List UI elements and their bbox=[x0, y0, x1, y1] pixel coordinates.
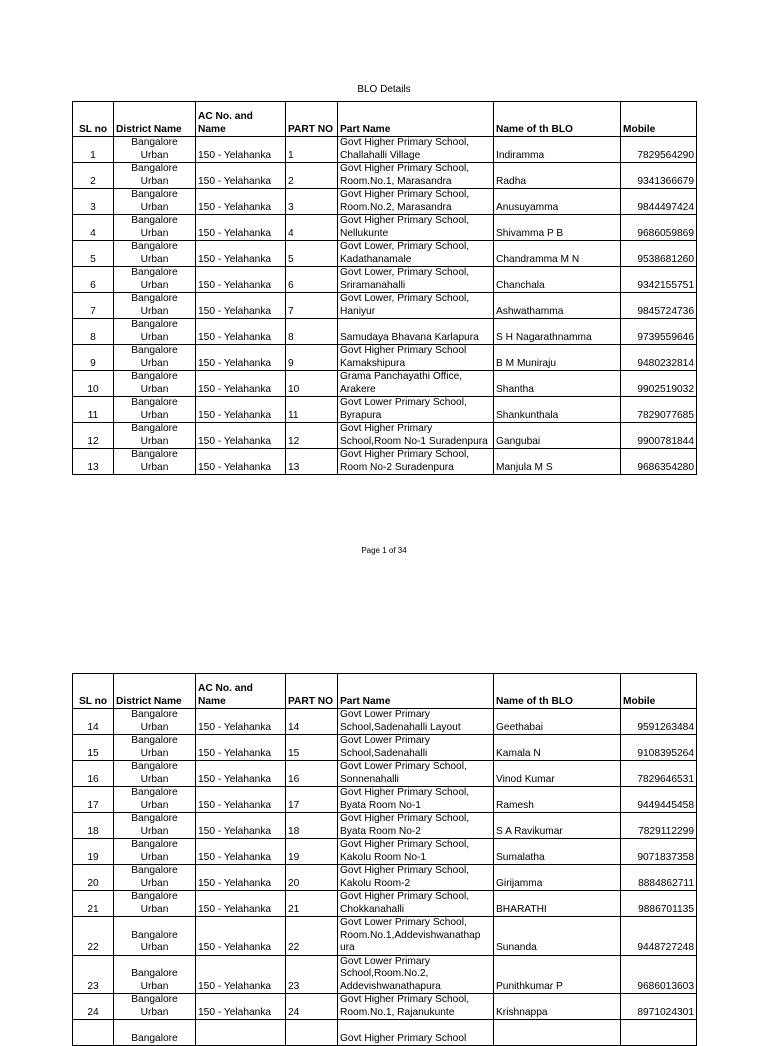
cell-sl-no: 15 bbox=[73, 735, 114, 761]
cell-district-name: Bangalore Urban bbox=[114, 994, 196, 1020]
table-header bbox=[73, 102, 697, 137]
cell-part-no: 16 bbox=[286, 761, 338, 787]
cell-part-no: 15 bbox=[286, 735, 338, 761]
cell-mobile: 9108395264 bbox=[621, 735, 697, 761]
cell-mobile: 9900781844 bbox=[621, 423, 697, 449]
cell-part-name: Govt Higher Primary School, Room.No.2, Marasandra bbox=[338, 189, 494, 215]
cell-part-name: Govt Lower Primary School,Sadenahalli Layout bbox=[338, 709, 494, 735]
cell-sl-no: 12 bbox=[73, 423, 114, 449]
cell-blo-name: Shankunthala bbox=[494, 397, 621, 423]
table-row bbox=[73, 994, 697, 1020]
blo-table-2 bbox=[72, 673, 697, 1046]
cell-part-name: Govt Higher Primary School Kamakshipura bbox=[338, 345, 494, 371]
cell-ac-no-name: 150 - Yelahanka bbox=[196, 761, 286, 787]
cell-ac-no-name: 150 - Yelahanka bbox=[196, 839, 286, 865]
cell-ac-no-name: 150 - Yelahanka bbox=[196, 293, 286, 319]
cell-part-no: 10 bbox=[286, 371, 338, 397]
cell-mobile: 9902519032 bbox=[621, 371, 697, 397]
cell-part-no: 21 bbox=[286, 891, 338, 917]
cell-blo-name: Krishnappa bbox=[494, 994, 621, 1020]
cell-district-name: Bangalore Urban bbox=[114, 397, 196, 423]
table-row bbox=[73, 423, 697, 449]
cell-ac-no-name: 150 - Yelahanka bbox=[196, 163, 286, 189]
cell-part-no: 1 bbox=[286, 137, 338, 163]
cell-part-no: 24 bbox=[286, 994, 338, 1020]
cell-sl-no: 16 bbox=[73, 761, 114, 787]
cell-part-no: 13 bbox=[286, 449, 338, 475]
cell-part-no: 17 bbox=[286, 787, 338, 813]
cell-ac-no-name: 150 - Yelahanka bbox=[196, 994, 286, 1020]
header-ac-no-name: AC No. and Name bbox=[196, 102, 286, 137]
cell-mobile: 9480232814 bbox=[621, 345, 697, 371]
cell-district-name: Bangalore Urban bbox=[114, 735, 196, 761]
cell-sl-no: 19 bbox=[73, 839, 114, 865]
cell-sl-no: 21 bbox=[73, 891, 114, 917]
cell-blo-name: Shivamma P B bbox=[494, 215, 621, 241]
cell-mobile: 9686013603 bbox=[621, 955, 697, 994]
cell-blo-name: Indiramma bbox=[494, 137, 621, 163]
table-row bbox=[73, 787, 697, 813]
cell-mobile: 7829077685 bbox=[621, 397, 697, 423]
cell-blo-name: S H Nagarathnamma bbox=[494, 319, 621, 345]
cell-blo-name: Sunanda bbox=[494, 917, 621, 956]
cell-mobile: 9448727248 bbox=[621, 917, 697, 956]
cell-ac-no-name: 150 - Yelahanka bbox=[196, 215, 286, 241]
cell-blo-name: Ramesh bbox=[494, 787, 621, 813]
table-row bbox=[73, 371, 697, 397]
cell-sl-no: 17 bbox=[73, 787, 114, 813]
cell-blo-name: B M Muniraju bbox=[494, 345, 621, 371]
cell-blo-name: Geethabai bbox=[494, 709, 621, 735]
cell-part-no: 5 bbox=[286, 241, 338, 267]
cell-district-name: Bangalore Urban bbox=[114, 787, 196, 813]
header-ac-no-name: AC No. and Name bbox=[196, 674, 286, 709]
cell-district-name: Bangalore Urban bbox=[114, 917, 196, 956]
cell-district-name: Bangalore Urban bbox=[114, 215, 196, 241]
table-row bbox=[73, 267, 697, 293]
cell-mobile: 9686059869 bbox=[621, 215, 697, 241]
cell-ac-no-name: 150 - Yelahanka bbox=[196, 241, 286, 267]
cell-part-name: Govt Lower Primary School, Sonnenahalli bbox=[338, 761, 494, 787]
table-row bbox=[73, 813, 697, 839]
table-row bbox=[73, 1020, 697, 1046]
cell-district-name: Bangalore Urban bbox=[114, 241, 196, 267]
cell-part-no: 12 bbox=[286, 423, 338, 449]
cell-mobile: 9341366679 bbox=[621, 163, 697, 189]
cell-part-name: Govt Higher Primary School, Challahalli Village bbox=[338, 137, 494, 163]
cell-district-name: Bangalore Urban bbox=[114, 345, 196, 371]
table-row bbox=[73, 163, 697, 189]
cell-part-name: Govt Lower, Primary School, Kadathanamale bbox=[338, 241, 494, 267]
cell-district-name: Bangalore Urban bbox=[114, 189, 196, 215]
header-part-no: PART NO bbox=[286, 102, 338, 137]
cell-mobile: 9686354280 bbox=[621, 449, 697, 475]
cell-sl-no: 2 bbox=[73, 163, 114, 189]
cell-part-no: 6 bbox=[286, 267, 338, 293]
cell-ac-no-name: 150 - Yelahanka bbox=[196, 865, 286, 891]
cell-part-no: 3 bbox=[286, 189, 338, 215]
cell-blo-name: Ashwathamma bbox=[494, 293, 621, 319]
cell-mobile: 9449445458 bbox=[621, 787, 697, 813]
header-part-no: PART NO bbox=[286, 674, 338, 709]
cell-part-name: Govt Lower Primary School,Sadenahalli bbox=[338, 735, 494, 761]
cell-district-name: Bangalore Urban bbox=[114, 319, 196, 345]
cell-sl-no: 14 bbox=[73, 709, 114, 735]
cell-sl-no: 11 bbox=[73, 397, 114, 423]
cell-mobile: 9739559646 bbox=[621, 319, 697, 345]
cell-mobile: 9538681260 bbox=[621, 241, 697, 267]
cell-blo-name: Sumalatha bbox=[494, 839, 621, 865]
cell-part-no: 22 bbox=[286, 917, 338, 956]
cell-ac-no-name: 150 - Yelahanka bbox=[196, 371, 286, 397]
cell-part-no: 23 bbox=[286, 955, 338, 994]
cell-mobile: 9886701135 bbox=[621, 891, 697, 917]
cell-part-name: Govt Higher Primary School, Kakolu Room-2 bbox=[338, 865, 494, 891]
table-row bbox=[73, 761, 697, 787]
cell-part-no bbox=[286, 1020, 338, 1046]
cell-part-name: Samudaya Bhavana Karlapura bbox=[338, 319, 494, 345]
cell-district-name: Bangalore bbox=[114, 1020, 196, 1046]
header-sl-no: SL no bbox=[73, 674, 114, 709]
table-row bbox=[73, 955, 697, 994]
cell-part-no: 9 bbox=[286, 345, 338, 371]
cell-district-name: Bangalore Urban bbox=[114, 865, 196, 891]
table-row bbox=[73, 293, 697, 319]
cell-blo-name: Shantha bbox=[494, 371, 621, 397]
cell-part-name: Grama Panchayathi Office, Arakere bbox=[338, 371, 494, 397]
header-sl-no: SL no bbox=[73, 102, 114, 137]
cell-district-name: Bangalore Urban bbox=[114, 423, 196, 449]
cell-blo-name: Kamala N bbox=[494, 735, 621, 761]
table-row bbox=[73, 215, 697, 241]
cell-part-name: Govt Higher Primary School, Nellukunte bbox=[338, 215, 494, 241]
cell-mobile bbox=[621, 1020, 697, 1046]
cell-blo-name: Chanchala bbox=[494, 267, 621, 293]
cell-district-name: Bangalore Urban bbox=[114, 761, 196, 787]
cell-part-name: Govt Higher Primary School, Byata Room No-2 bbox=[338, 813, 494, 839]
header-mobile: Mobile bbox=[621, 674, 697, 709]
cell-mobile: 8971024301 bbox=[621, 994, 697, 1020]
cell-mobile: 7829646531 bbox=[621, 761, 697, 787]
blo-table-1 bbox=[72, 101, 697, 475]
table-row bbox=[73, 735, 697, 761]
cell-part-no: 19 bbox=[286, 839, 338, 865]
cell-ac-no-name: 150 - Yelahanka bbox=[196, 137, 286, 163]
cell-blo-name bbox=[494, 1020, 621, 1046]
header-part-name: Part Name bbox=[338, 102, 494, 137]
cell-part-name: Govt Higher Primary School bbox=[338, 1020, 494, 1046]
cell-mobile: 8884862711 bbox=[621, 865, 697, 891]
cell-part-name: Govt Higher Primary School, Byata Room No-1 bbox=[338, 787, 494, 813]
cell-ac-no-name: 150 - Yelahanka bbox=[196, 813, 286, 839]
header-blo-name: Name of th BLO bbox=[494, 674, 621, 709]
cell-part-name: Govt Lower, Primary School, Haniyur bbox=[338, 293, 494, 319]
cell-ac-no-name: 150 - Yelahanka bbox=[196, 787, 286, 813]
cell-ac-no-name: 150 - Yelahanka bbox=[196, 319, 286, 345]
cell-ac-no-name: 150 - Yelahanka bbox=[196, 449, 286, 475]
cell-blo-name: Gangubai bbox=[494, 423, 621, 449]
cell-mobile: 9342155751 bbox=[621, 267, 697, 293]
header-district-name: District Name bbox=[114, 102, 196, 137]
cell-ac-no-name: 150 - Yelahanka bbox=[196, 423, 286, 449]
cell-ac-no-name bbox=[196, 1020, 286, 1046]
cell-sl-no: 1 bbox=[73, 137, 114, 163]
cell-district-name: Bangalore Urban bbox=[114, 267, 196, 293]
cell-part-name: Govt Higher Primary School, Chokkanahalli bbox=[338, 891, 494, 917]
cell-ac-no-name: 150 - Yelahanka bbox=[196, 917, 286, 956]
table-row bbox=[73, 319, 697, 345]
table-row bbox=[73, 891, 697, 917]
table-row bbox=[73, 917, 697, 956]
table-row bbox=[73, 839, 697, 865]
cell-sl-no: 3 bbox=[73, 189, 114, 215]
cell-blo-name: Manjula M S bbox=[494, 449, 621, 475]
cell-sl-no: 24 bbox=[73, 994, 114, 1020]
cell-part-no: 2 bbox=[286, 163, 338, 189]
cell-part-name: Govt Higher Primary School, Kakolu Room No-1 bbox=[338, 839, 494, 865]
cell-part-name: Govt Lower Primary School, Room.No.1,Addevishwanathap ura bbox=[338, 917, 494, 956]
cell-mobile: 9844497424 bbox=[621, 189, 697, 215]
cell-part-no: 11 bbox=[286, 397, 338, 423]
cell-mobile: 9845724736 bbox=[621, 293, 697, 319]
cell-ac-no-name: 150 - Yelahanka bbox=[196, 735, 286, 761]
cell-sl-no: 10 bbox=[73, 371, 114, 397]
cell-ac-no-name: 150 - Yelahanka bbox=[196, 267, 286, 293]
cell-district-name: Bangalore Urban bbox=[114, 813, 196, 839]
page-number: Page 1 of 34 bbox=[361, 546, 407, 555]
cell-district-name: Bangalore Urban bbox=[114, 293, 196, 319]
cell-part-no: 20 bbox=[286, 865, 338, 891]
cell-district-name: Bangalore Urban bbox=[114, 371, 196, 397]
cell-sl-no: 4 bbox=[73, 215, 114, 241]
cell-sl-no: 8 bbox=[73, 319, 114, 345]
cell-part-name: Govt Higher Primary School, Room.No.1, Rajanukunte bbox=[338, 994, 494, 1020]
table-body bbox=[73, 709, 697, 1046]
cell-sl-no: 6 bbox=[73, 267, 114, 293]
cell-district-name: Bangalore Urban bbox=[114, 839, 196, 865]
cell-sl-no: 13 bbox=[73, 449, 114, 475]
cell-blo-name: Chandramma M N bbox=[494, 241, 621, 267]
cell-part-no: 7 bbox=[286, 293, 338, 319]
cell-part-name: Govt Lower, Primary School, Sriramanahalli bbox=[338, 267, 494, 293]
cell-mobile: 7829564290 bbox=[621, 137, 697, 163]
cell-sl-no: 9 bbox=[73, 345, 114, 371]
cell-blo-name: S A Ravikumar bbox=[494, 813, 621, 839]
table-row bbox=[73, 189, 697, 215]
cell-district-name: Bangalore Urban bbox=[114, 955, 196, 994]
cell-part-name: Govt Higher Primary School, Room No-2 Suradenpura bbox=[338, 449, 494, 475]
cell-ac-no-name: 150 - Yelahanka bbox=[196, 709, 286, 735]
cell-sl-no: 7 bbox=[73, 293, 114, 319]
cell-part-name: Govt Higher Primary School, Room.No.1, Marasandra bbox=[338, 163, 494, 189]
header-mobile: Mobile bbox=[621, 102, 697, 137]
header-district-name: District Name bbox=[114, 674, 196, 709]
cell-mobile: 9591263484 bbox=[621, 709, 697, 735]
cell-district-name: Bangalore Urban bbox=[114, 163, 196, 189]
cell-sl-no: 18 bbox=[73, 813, 114, 839]
header-blo-name: Name of th BLO bbox=[494, 102, 621, 137]
cell-part-no: 8 bbox=[286, 319, 338, 345]
cell-district-name: Bangalore Urban bbox=[114, 709, 196, 735]
table-row bbox=[73, 397, 697, 423]
cell-sl-no: 20 bbox=[73, 865, 114, 891]
cell-blo-name: BHARATHI bbox=[494, 891, 621, 917]
cell-ac-no-name: 150 - Yelahanka bbox=[196, 891, 286, 917]
table-row bbox=[73, 241, 697, 267]
cell-blo-name: Anusuyamma bbox=[494, 189, 621, 215]
cell-sl-no: 23 bbox=[73, 955, 114, 994]
cell-part-no: 18 bbox=[286, 813, 338, 839]
table-row bbox=[73, 865, 697, 891]
cell-district-name: Bangalore Urban bbox=[114, 891, 196, 917]
cell-sl-no: 5 bbox=[73, 241, 114, 267]
table-row bbox=[73, 345, 697, 371]
cell-mobile: 7829112299 bbox=[621, 813, 697, 839]
table-body bbox=[73, 137, 697, 475]
cell-ac-no-name: 150 - Yelahanka bbox=[196, 397, 286, 423]
cell-ac-no-name: 150 - Yelahanka bbox=[196, 189, 286, 215]
table-header bbox=[73, 674, 697, 709]
cell-part-name: Govt Lower Primary School, Byrapura bbox=[338, 397, 494, 423]
header-part-name: Part Name bbox=[338, 674, 494, 709]
cell-part-no: 14 bbox=[286, 709, 338, 735]
cell-part-name: Govt Higher Primary School,Room No-1 Suradenpura bbox=[338, 423, 494, 449]
cell-blo-name: Girijamma bbox=[494, 865, 621, 891]
document-title: BLO Details bbox=[357, 84, 411, 95]
cell-ac-no-name: 150 - Yelahanka bbox=[196, 955, 286, 994]
cell-district-name: Bangalore Urban bbox=[114, 137, 196, 163]
cell-ac-no-name: 150 - Yelahanka bbox=[196, 345, 286, 371]
table-row bbox=[73, 449, 697, 475]
cell-sl-no bbox=[73, 1020, 114, 1046]
table-row bbox=[73, 137, 697, 163]
cell-blo-name: Punithkumar P bbox=[494, 955, 621, 994]
cell-blo-name: Vinod Kumar bbox=[494, 761, 621, 787]
cell-district-name: Bangalore Urban bbox=[114, 449, 196, 475]
cell-part-name: Govt Lower Primary School,Room.No.2, Addevishwanathapura bbox=[338, 955, 494, 994]
cell-mobile: 9071837358 bbox=[621, 839, 697, 865]
cell-sl-no: 22 bbox=[73, 917, 114, 956]
table-row bbox=[73, 709, 697, 735]
cell-part-no: 4 bbox=[286, 215, 338, 241]
cell-blo-name: Radha bbox=[494, 163, 621, 189]
